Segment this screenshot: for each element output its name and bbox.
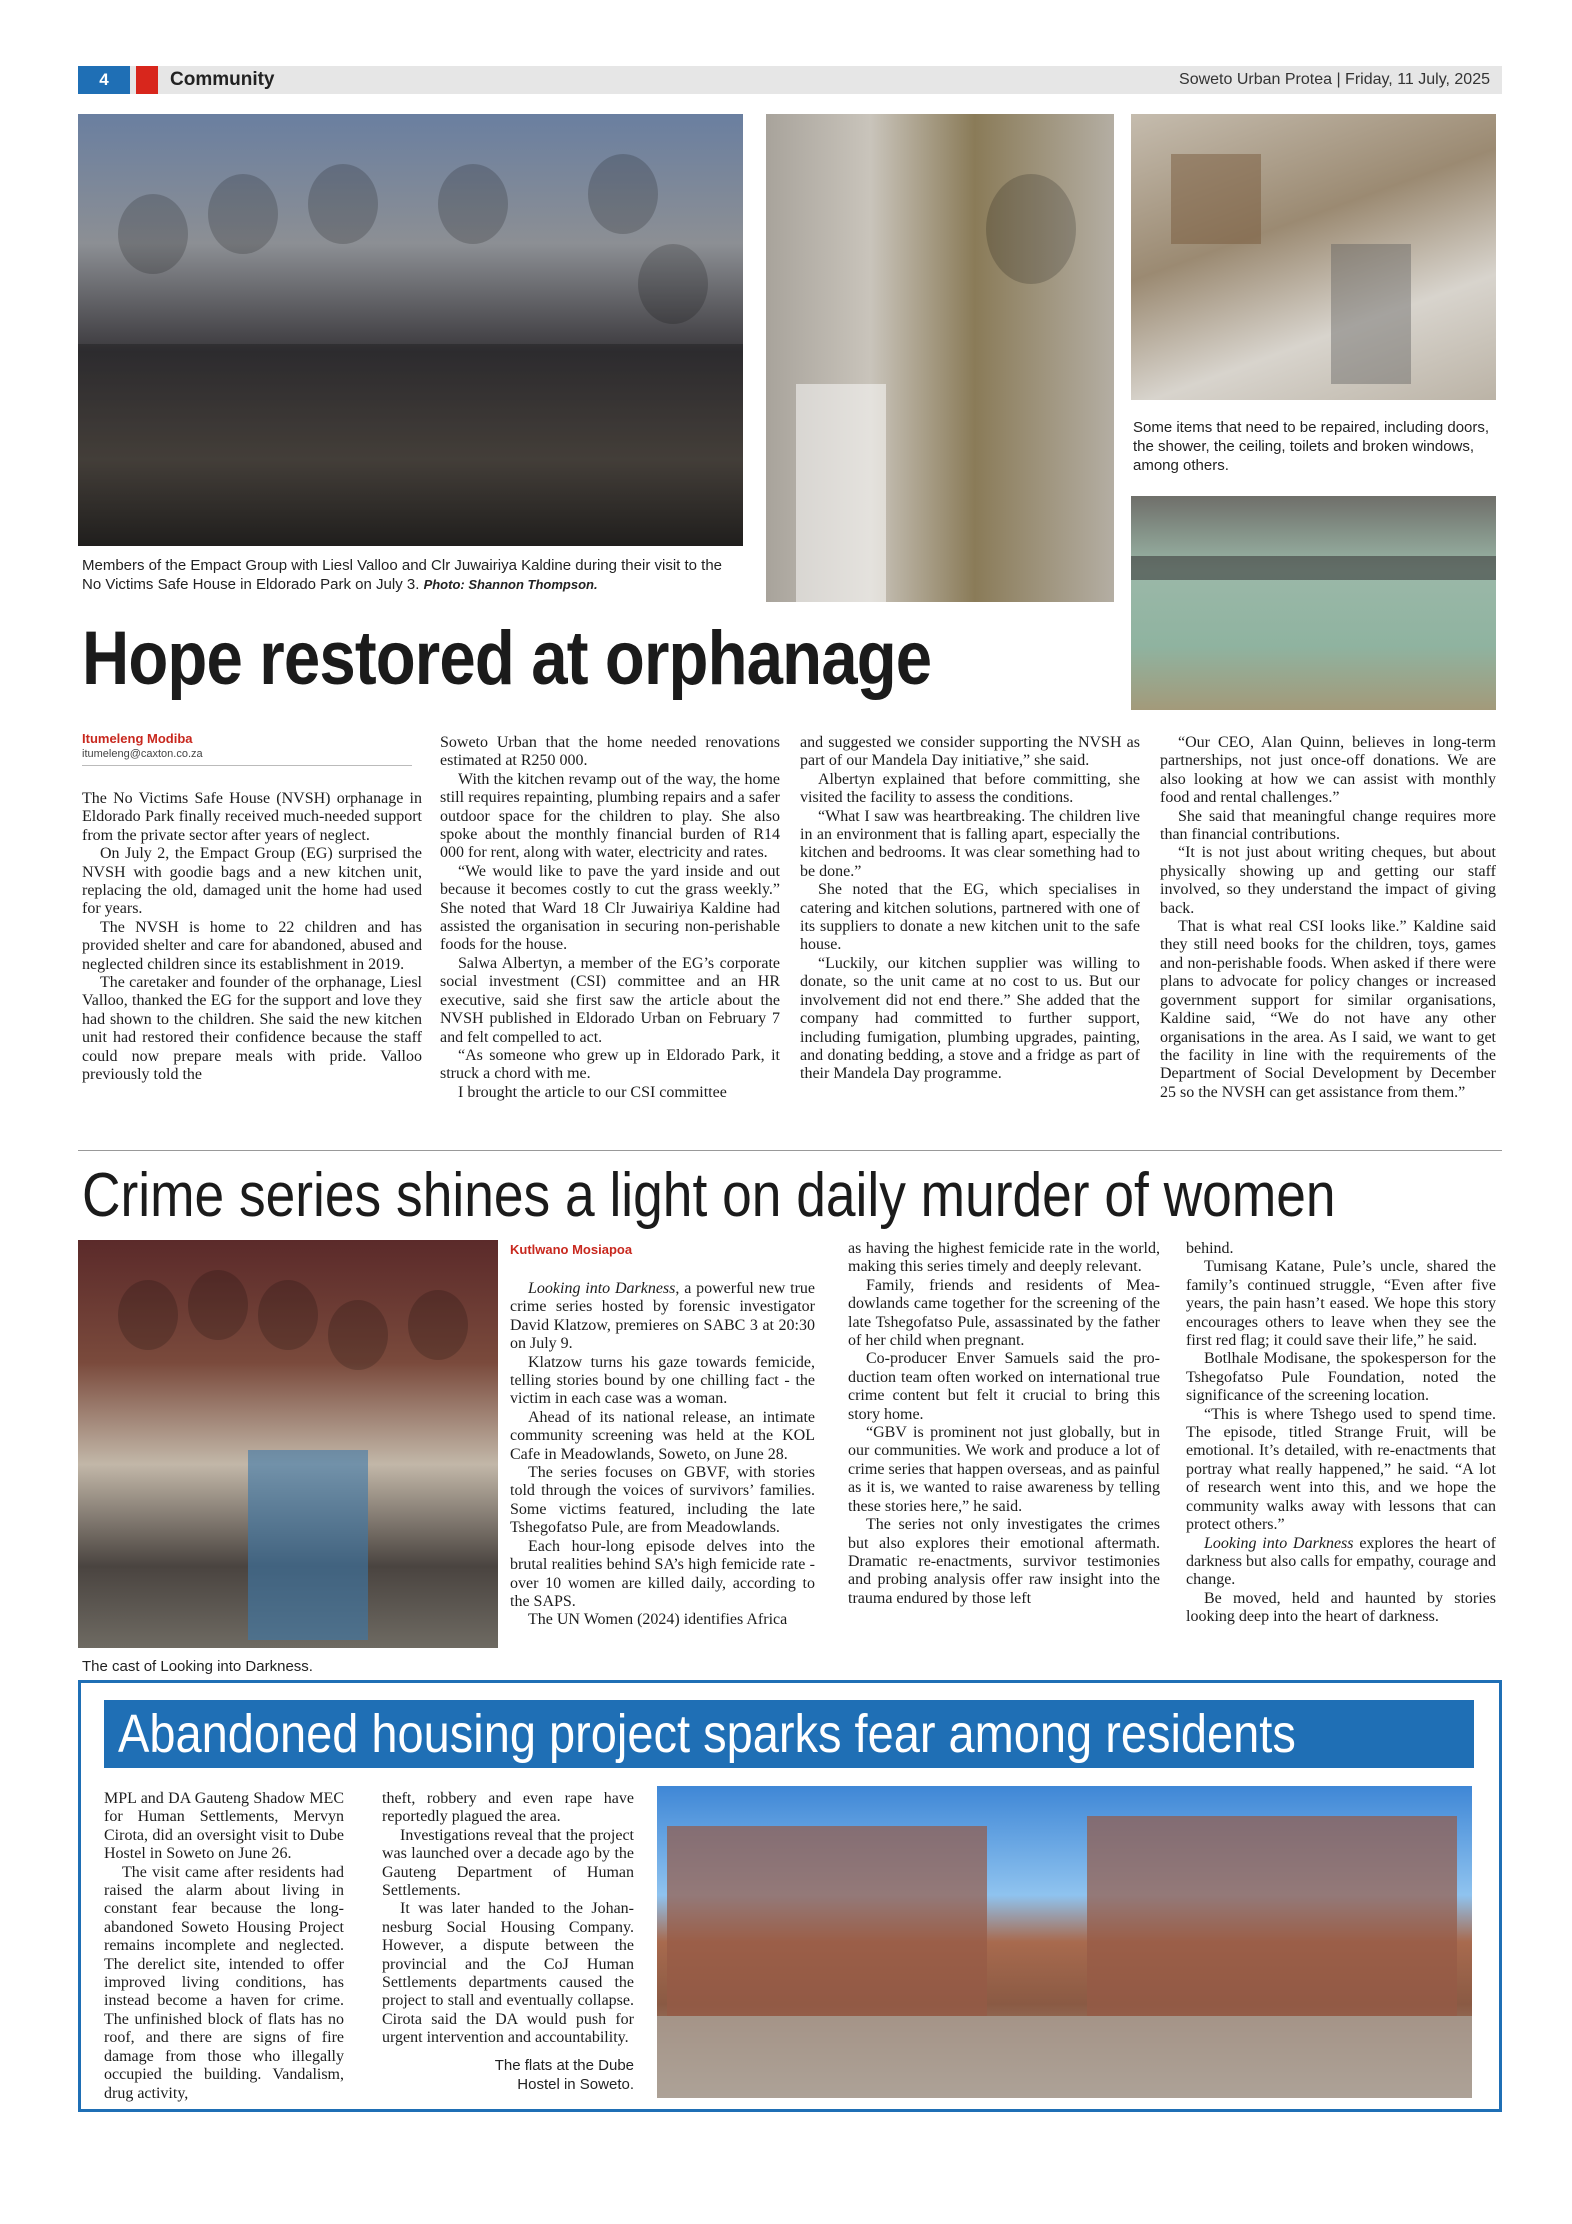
paragraph: Looking into Darkness explores the heart of darkness but also calls for empathy, courage and change. — [1186, 1534, 1496, 1589]
paragraph: “As someone who grew up in Eldorado Park, it struck a chord with me. — [440, 1046, 780, 1083]
paragraph: The No Victims Safe House (NVSH) orphanage in Eldorado Park finally received much-needed support from the private sector after years of neglect. — [82, 790, 422, 844]
cast-photo-caption: The cast of Looking into Darkness. — [82, 1658, 313, 1675]
paragraph: “Our CEO, Alan Quinn, believes in long-term partnerships, not just once-off donations. We are also looking at how we can assist with monthly food and rental challenges.” — [1160, 734, 1496, 807]
byline-email: itumeleng@caxton.co.za — [82, 748, 203, 760]
story3-column-2 — [382, 1790, 634, 2048]
paragraph: On July 2, the Empact Group (EG) surprised the NVSH with goodie bags and a new kitchen unit, replacing the old, damaged unit the home had used for years. — [82, 845, 422, 918]
group-photo — [78, 114, 743, 546]
headline-orphanage: Hope restored at orphanage — [82, 616, 932, 701]
paragraph: theft, robbery and even rape have reportedly plagued the area. — [382, 1790, 634, 1826]
paragraph: MPL and DA Gauteng Shadow MEC for Human Settlements, Mervyn Cirota, did an oversight visit to Dube Hostel in Soweto on June 26. — [104, 1790, 344, 1863]
paragraph: Ahead of its national release, an intimate community screening was held at the KOL Cafe in Meadowlands, Soweto, on June 28. — [510, 1408, 815, 1463]
paragraph: Albertyn explained that before committing, she visited the facility to assess the conditions. — [800, 770, 1140, 807]
story1-column-3 — [800, 734, 1140, 1084]
story1-column-1 — [82, 790, 422, 1085]
story2-column-2 — [848, 1240, 1160, 1608]
tap-photo — [1131, 114, 1496, 400]
flats-photo — [657, 1786, 1472, 2098]
headline-crime-series: Crime series shines a light on daily murder of women — [82, 1161, 1336, 1230]
story2-column-3 — [1186, 1240, 1496, 1627]
story3-column-1 — [104, 1790, 344, 2103]
woman-photo — [766, 114, 1114, 602]
photo-credit: Photo: Shannon Thompson. — [423, 577, 598, 592]
section-divider — [78, 1150, 1502, 1151]
paragraph: The caretaker and founder of the orphanage, Liesl Valloo, thanked the EG for the support and love they had shown to the children. She said the new kitchen unit had restored their confidence because the staff could now prepare meals with pride. Valloo previously told the — [82, 974, 422, 1084]
byline-rule — [82, 765, 412, 766]
paragraph: Salwa Albertyn, a member of the EG’s corporate social investment (CSI) committee and an HR executive, said she first saw the article about the NVSH published in Eldorado Urban on February 7 and felt compelled to act. — [440, 954, 780, 1046]
section-marker — [136, 66, 158, 94]
paragraph: The UN Women (2024) identifies Africa — [528, 1611, 788, 1629]
paragraph: “GBV is prominent not just globally, but in our communities. We work and produce a lot of crime series that happen overseas, and as painful as it is, we wanted to raise awareness by telling these stories here,” he said. — [848, 1424, 1160, 1515]
paragraph: “It is not just about writing cheques, but about physically showing up and getting our staff involved, so they understand the impact of giving back. — [1160, 844, 1496, 917]
paragraph: The visit came after residents had raised the alarm about living in constant fear because the long-abandoned Soweto Housing Project remains incomplete and neglected. The derelict site, intended to offer improved living conditions, has instead become a haven for crime. The unfinished block of flats has no roof, and there are signs of fire damage from those who illegally occupied the building. Vandalism, drug activity, — [104, 1863, 344, 2102]
story2-column-1 — [510, 1280, 815, 1630]
paragraph: and suggested we consider supporting the NVSH as part of our Mandela Day initiative,” she said. — [800, 734, 1140, 770]
headline-housing: Abandoned housing project sparks fear among residents — [118, 1704, 1296, 1764]
paragraph: That is what real CSI looks like.” Kaldine said they still need books for the children, toys, games and non-perishable foods. When asked if there were plans to advocate for policy changes or increased government support for similar organisations, Kaldine said, “We do not have any other organisations in the area. As I said, we want to get the facility in line with the requirements of the Department of Social Development by December 25 so the NVSH can get assistance from them.” — [1160, 918, 1496, 1101]
paragraph: She noted that the EG, which specialises in catering and kitchen solutions, partnered with one of its suppliers to donate a new kitchen unit to the safe house. — [800, 881, 1140, 954]
paragraph: Be moved, held and haunted by stories looking deep into the heart of darkness. — [1186, 1589, 1496, 1626]
flats-photo-caption: The flats at the Dube Hostel in Soweto. — [494, 2057, 634, 2093]
paragraph: Botlhale Modisane, the spokesperson for the Tshegofatso Pule Foundation, noted the significance of the screening location. — [1186, 1350, 1496, 1405]
paragraph: as having the highest femicide rate in the world, making this series timely and deeply relevant. — [848, 1240, 1160, 1276]
paragraph: Family, friends and residents of Meadowlands came together for the screening of the late Tshegofatso Pule, assassinated by the father of her child when pregnant. — [848, 1276, 1160, 1350]
group-photo-caption — [82, 556, 742, 594]
paragraph: The series not only investigates the crimes but also explores their emotional aftermath. Dramatic re-enactments, survivor testimonies and probing analysis offer raw insight into the trauma endured by those left — [848, 1516, 1160, 1607]
paragraph: The NVSH is home to 22 children and has provided shelter and care for abandoned, abused and neglected children since its establishment in 2019. — [82, 918, 422, 973]
paragraph: Tumisang Katane, Pule’s uncle, shared the family’s continued struggle, “Even after five years, the pain hasn’t eased. We hope this story encourages others to leave when they see the first red flag; it could save their life,” he said. — [1186, 1258, 1496, 1350]
ceiling-photo — [1131, 496, 1496, 710]
story1-column-4 — [1160, 734, 1496, 1102]
paragraph: I brought the article to our CSI committee — [458, 1083, 727, 1101]
caption-text: Members of the Empact Group with Liesl Valloo and Clr Juwairiya Kaldine during their visit to the No Victims Safe House in Eldorado Park on July 3. — [82, 557, 723, 593]
cast-photo — [78, 1240, 498, 1648]
paragraph: Soweto Urban that the home needed renovations estimated at R250 000. — [440, 734, 780, 770]
masthead: Soweto Urban Protea | Friday, 11 July, 2025 — [1179, 71, 1490, 88]
page-number: 4 — [78, 66, 130, 94]
paragraph: “Luckily, our kitchen supplier was willing to donate, so the unit came at no cost to us. But our involvement did not end there.” She added that the company had committed to further support, including fumigation, plumbing upgrades, painting, and donating bedding, a stove and a fridge as part of their Mandela Day programme. — [800, 954, 1140, 1083]
paragraph: Each hour-long episode delves into the brutal realities behind SA’s high femicide rate - over 10 women are killed daily, according to the SAPS. — [510, 1537, 815, 1610]
paragraph: She said that meaningful change requires more than financial contributions. — [1160, 807, 1496, 844]
paragraph: With the kitchen revamp out of the way, the home still requires repainting, plumbing repairs and a safer outdoor space for the children to play. She also spoke about the monthly financial burden of R14 000 for rent, along with water, electricity and rates. — [440, 770, 780, 862]
section-title: Community — [170, 69, 275, 90]
paragraph: It was later handed to the Johannesburg Social Housing Company. However, a dispute between the provincial and the CoJ Human Settlements departments caused the project to stall and eventually collapse. Cirota said the DA would push for urgent intervention and accountability. — [382, 1900, 634, 2047]
paragraph: Looking into Darkness, a powerful new true crime series hosted by forensic investigator David Klatzow, premieres on SABC 3 at 20:30 on July 9. — [510, 1280, 815, 1353]
paragraph: Klatzow turns his gaze towards femicide, telling stories bound by one chilling fact - the victim in each case was a woman. — [510, 1353, 815, 1408]
paragraph: “We would like to pave the yard inside and out because it becomes costly to cut the grass weekly.” She noted that Ward 18 Clr Juwairiya Kaldine had assisted the organisation in securing non-perishable foods for the house. — [440, 862, 780, 954]
paragraph: Investigations reveal that the project was launched over a decade ago by the Gauteng Department of Human Settlements. — [382, 1826, 634, 1900]
paragraph: “What I saw was heartbreaking. The children live in an environment that is falling apart, especially the kitchen and bedrooms. It was clear something had to be done.” — [800, 807, 1140, 880]
story1-column-2 — [440, 734, 780, 1102]
paragraph: behind. — [1186, 1240, 1234, 1257]
repairs-caption: Some items that need to be repaired, including doors, the shower, the ceiling, toilets and broken windows, among others. — [1133, 419, 1490, 474]
paragraph: The series focuses on GBVF, with stories told through the voices of survivors’ families. Some victims featured, including the late Tshegofatso Pule, are from Meadowlands. — [510, 1464, 815, 1537]
paragraph: Co-producer Enver Samuels said the production team often worked on international true crime content but felt it crucial to bring this story home. — [848, 1350, 1160, 1423]
byline-story1: Itumeleng Modiba — [82, 731, 193, 746]
byline-story2: Kutlwano Mosiapoa — [510, 1242, 633, 1257]
paragraph: “This is where Tshego used to spend time. The episode, titled Strange Fruit, will be emotional. It’s detailed, with re-enactments that portray what really happened,” he said. “A lot of research went into this, and we hope the community walks away with lessons that can protect others.” — [1186, 1405, 1496, 1534]
